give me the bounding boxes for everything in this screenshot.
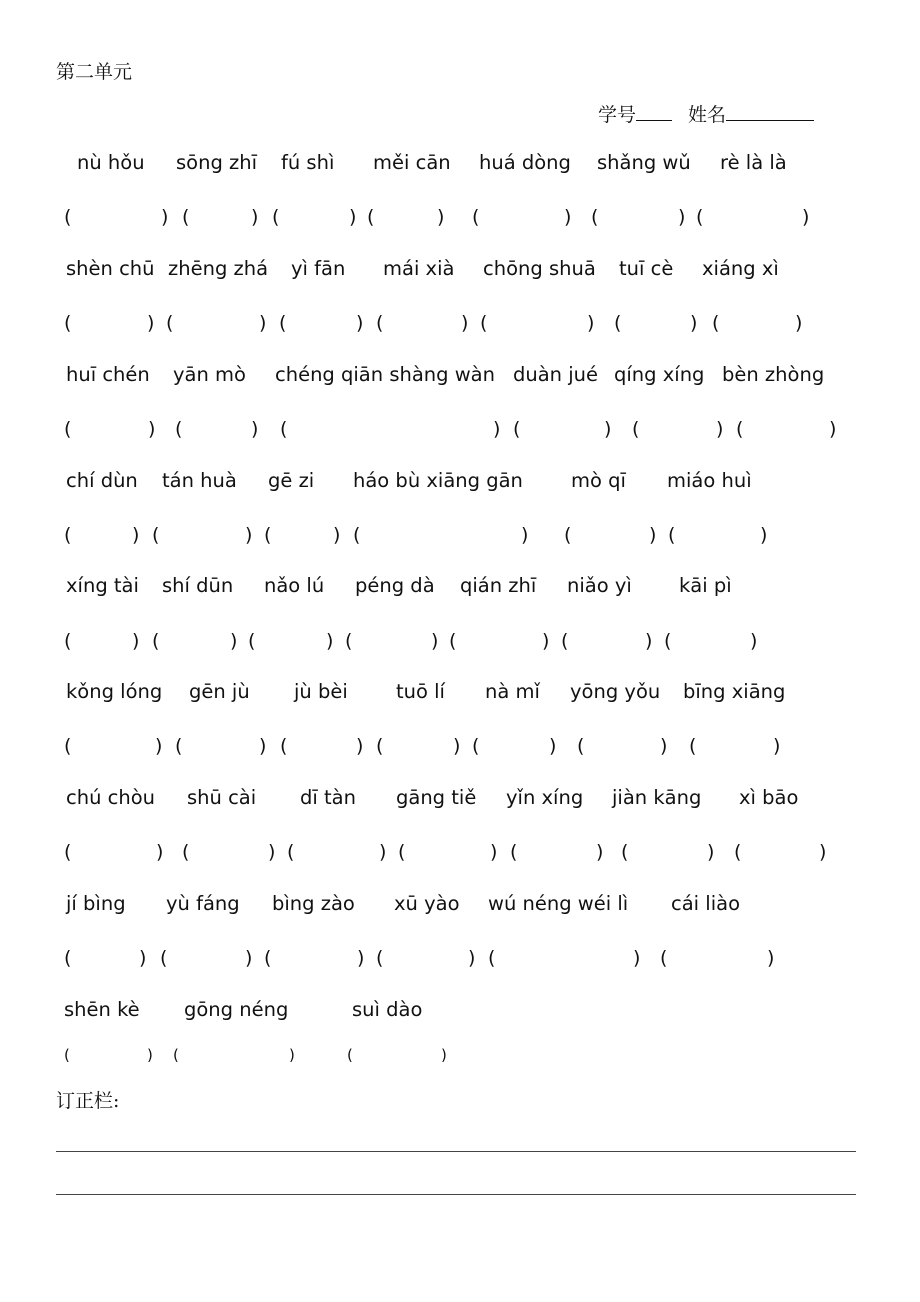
answer-close-paren: ) <box>156 841 164 863</box>
answer-close-paren: ) <box>230 630 238 652</box>
answer-close-paren: ) <box>245 947 253 969</box>
answer-close-paren: ) <box>161 206 169 228</box>
answer-close-paren: ) <box>587 312 595 334</box>
answer-open-paren[interactable]: ( <box>64 841 72 863</box>
answer-close-paren: ) <box>245 524 253 546</box>
answer-close-paren: ) <box>716 418 724 440</box>
pinyin-word: bèn zhòng <box>722 363 825 386</box>
correction-label: 订正栏: <box>56 1090 120 1112</box>
pinyin-row <box>0 254 920 284</box>
answer-open-paren[interactable]: ( <box>376 312 384 334</box>
answer-close-paren: ) <box>132 524 140 546</box>
answer-open-paren[interactable]: ( <box>347 1046 353 1064</box>
answer-close-paren: ) <box>139 947 147 969</box>
answer-open-paren[interactable]: ( <box>632 418 640 440</box>
answer-row <box>0 1040 920 1070</box>
pinyin-word: shèn chū <box>66 257 155 280</box>
answer-close-paren: ) <box>604 418 612 440</box>
answer-open-paren[interactable]: ( <box>696 206 704 228</box>
pinyin-word: miáo huì <box>667 469 752 492</box>
pinyin-row <box>0 148 920 178</box>
correction-line[interactable] <box>56 1151 856 1152</box>
answer-close-paren: ) <box>349 206 357 228</box>
answer-open-paren[interactable]: ( <box>734 841 742 863</box>
pinyin-word: tán huà <box>162 469 237 492</box>
answer-close-paren: ) <box>678 206 686 228</box>
answer-row <box>0 308 920 338</box>
answer-open-paren[interactable]: ( <box>64 630 72 652</box>
answer-close-paren: ) <box>259 735 267 757</box>
answer-row <box>0 202 920 232</box>
answer-open-paren[interactable]: ( <box>561 630 569 652</box>
pinyin-word: xì bāo <box>739 786 799 809</box>
pinyin-word: cái liào <box>671 892 741 915</box>
answer-open-paren[interactable]: ( <box>264 947 272 969</box>
answer-open-paren[interactable]: ( <box>64 947 72 969</box>
answer-close-paren: ) <box>773 735 781 757</box>
answer-open-paren[interactable]: ( <box>577 735 585 757</box>
answer-close-paren: ) <box>750 630 758 652</box>
pinyin-word: duàn jué <box>513 363 599 386</box>
answer-close-paren: ) <box>819 841 827 863</box>
pinyin-word: tuī cè <box>619 257 674 280</box>
answer-open-paren[interactable]: ( <box>160 947 168 969</box>
pinyin-word: nǎo lú <box>264 574 325 597</box>
answer-open-paren[interactable]: ( <box>280 418 288 440</box>
pinyin-word: gēn jù <box>189 680 250 703</box>
answer-row <box>0 943 920 973</box>
pinyin-word: mò qī <box>571 469 626 492</box>
answer-open-paren[interactable]: ( <box>472 735 480 757</box>
pinyin-word: gōng néng <box>184 998 289 1021</box>
pinyin-word: qíng xíng <box>614 363 705 386</box>
answer-close-paren: ) <box>453 735 461 757</box>
answer-open-paren[interactable]: ( <box>64 206 72 228</box>
pinyin-word: shí dūn <box>162 574 234 597</box>
pinyin-word: shū cài <box>187 786 257 809</box>
answer-open-paren[interactable]: ( <box>472 206 480 228</box>
answer-open-paren[interactable]: ( <box>353 524 361 546</box>
answer-open-paren[interactable]: ( <box>152 524 160 546</box>
pinyin-word: xíng tài <box>66 574 139 597</box>
pinyin-word: jí bìng <box>66 892 126 915</box>
pinyin-word: jiàn kāng <box>612 786 702 809</box>
answer-row <box>0 837 920 867</box>
pinyin-word: zhēng zhá <box>168 257 269 280</box>
answer-close-paren: ) <box>690 312 698 334</box>
answer-open-paren[interactable]: ( <box>591 206 599 228</box>
answer-close-paren: ) <box>333 524 341 546</box>
pinyin-word: tuō lí <box>396 680 445 703</box>
pinyin-word: rè là là <box>720 151 787 174</box>
student-id-label: 学号 <box>598 104 637 126</box>
answer-open-paren[interactable]: ( <box>64 312 72 334</box>
pinyin-word: wú néng wéi lì <box>488 892 629 915</box>
answer-close-paren: ) <box>649 524 657 546</box>
answer-open-paren[interactable]: ( <box>345 630 353 652</box>
answer-close-paren: ) <box>289 1046 295 1064</box>
answer-open-paren[interactable]: ( <box>152 630 160 652</box>
student-info <box>598 100 814 127</box>
name-blank[interactable] <box>726 100 814 121</box>
pinyin-word: měi cān <box>373 151 451 174</box>
answer-open-paren[interactable]: ( <box>376 947 384 969</box>
pinyin-row <box>0 995 920 1025</box>
pinyin-word: sōng zhī <box>176 151 258 174</box>
unit-title: 第二单元 <box>56 61 133 83</box>
answer-close-paren: ) <box>564 206 572 228</box>
answer-close-paren: ) <box>549 735 557 757</box>
pinyin-word: kǒng lóng <box>66 680 163 703</box>
pinyin-word: huī chén <box>66 363 150 386</box>
pinyin-row <box>0 677 920 707</box>
answer-close-paren: ) <box>437 206 445 228</box>
answer-close-paren: ) <box>660 735 668 757</box>
answer-open-paren[interactable]: ( <box>182 206 190 228</box>
pinyin-word: chí dùn <box>66 469 138 492</box>
pinyin-row <box>0 466 920 496</box>
answer-open-paren[interactable]: ( <box>280 735 288 757</box>
answer-close-paren: ) <box>147 312 155 334</box>
pinyin-word: fú shì <box>281 151 335 174</box>
pinyin-word: niǎo yì <box>567 574 632 597</box>
answer-close-paren: ) <box>268 841 276 863</box>
pinyin-word: yān mò <box>173 363 246 386</box>
answer-open-paren[interactable]: ( <box>64 524 72 546</box>
answer-open-paren[interactable]: ( <box>736 418 744 440</box>
answer-row <box>0 520 920 550</box>
answer-close-paren: ) <box>356 735 364 757</box>
answer-close-paren: ) <box>326 630 334 652</box>
pinyin-word: yì fān <box>291 257 346 280</box>
answer-open-paren[interactable]: ( <box>248 630 256 652</box>
pinyin-word: dī tàn <box>300 786 356 809</box>
answer-close-paren: ) <box>645 630 653 652</box>
answer-open-paren[interactable]: ( <box>668 524 676 546</box>
answer-open-paren[interactable]: ( <box>182 841 190 863</box>
answer-close-paren: ) <box>493 418 501 440</box>
answer-open-paren[interactable]: ( <box>64 418 72 440</box>
name-label: 姓名 <box>688 104 727 126</box>
answer-close-paren: ) <box>542 630 550 652</box>
pinyin-word: shǎng wǔ <box>597 151 691 174</box>
pinyin-word: gē zi <box>268 469 315 492</box>
pinyin-row <box>0 783 920 813</box>
answer-close-paren: ) <box>259 312 267 334</box>
answer-close-paren: ) <box>802 206 810 228</box>
answer-close-paren: ) <box>795 312 803 334</box>
answer-close-paren: ) <box>148 418 156 440</box>
answer-open-paren[interactable]: ( <box>264 524 272 546</box>
answer-close-paren: ) <box>707 841 715 863</box>
answer-open-paren[interactable]: ( <box>398 841 406 863</box>
answer-open-paren[interactable]: ( <box>712 312 720 334</box>
pinyin-word: nù hǒu <box>77 151 145 174</box>
answer-close-paren: ) <box>441 1046 447 1064</box>
pinyin-word: yù fáng <box>166 892 240 915</box>
pinyin-row <box>0 889 920 919</box>
answer-open-paren[interactable]: ( <box>621 841 629 863</box>
answer-close-paren: ) <box>132 630 140 652</box>
answer-close-paren: ) <box>357 947 365 969</box>
answer-open-paren[interactable]: ( <box>367 206 375 228</box>
answer-open-paren[interactable]: ( <box>175 735 183 757</box>
answer-open-paren[interactable]: ( <box>376 735 384 757</box>
pinyin-word: shēn kè <box>64 998 140 1021</box>
pinyin-word: yǐn xíng <box>506 786 584 809</box>
pinyin-word: péng dà <box>355 574 435 597</box>
pinyin-word: háo bù xiāng gān <box>353 469 523 492</box>
pinyin-word: chéng qiān shàng wàn <box>275 363 495 386</box>
answer-close-paren: ) <box>356 312 364 334</box>
answer-close-paren: ) <box>147 1046 153 1064</box>
answer-close-paren: ) <box>490 841 498 863</box>
answer-open-paren[interactable]: ( <box>614 312 622 334</box>
pinyin-word: qián zhī <box>460 574 537 597</box>
answer-open-paren[interactable]: ( <box>664 630 672 652</box>
pinyin-word: suì dào <box>352 998 423 1021</box>
answer-open-paren[interactable]: ( <box>660 947 668 969</box>
answer-close-paren: ) <box>829 418 837 440</box>
answer-open-paren[interactable]: ( <box>513 418 521 440</box>
answer-open-paren[interactable]: ( <box>279 312 287 334</box>
pinyin-word: gāng tiě <box>396 786 477 809</box>
pinyin-word: nà mǐ <box>485 680 540 703</box>
answer-close-paren: ) <box>596 841 604 863</box>
answer-row <box>0 414 920 444</box>
answer-close-paren: ) <box>468 947 476 969</box>
answer-close-paren: ) <box>461 312 469 334</box>
pinyin-word: bīng xiāng <box>683 680 786 703</box>
answer-open-paren[interactable]: ( <box>64 735 72 757</box>
answer-open-paren[interactable]: ( <box>166 312 174 334</box>
answer-open-paren[interactable]: ( <box>449 630 457 652</box>
answer-open-paren[interactable]: ( <box>64 1046 70 1064</box>
answer-close-paren: ) <box>521 524 529 546</box>
answer-open-paren[interactable]: ( <box>272 206 280 228</box>
answer-open-paren[interactable]: ( <box>287 841 295 863</box>
answer-close-paren: ) <box>251 206 259 228</box>
answer-close-paren: ) <box>379 841 387 863</box>
pinyin-word: chú chòu <box>66 786 156 809</box>
answer-open-paren[interactable]: ( <box>510 841 518 863</box>
answer-close-paren: ) <box>155 735 163 757</box>
answer-row <box>0 731 920 761</box>
pinyin-word: mái xià <box>383 257 455 280</box>
answer-close-paren: ) <box>431 630 439 652</box>
student-id-blank[interactable] <box>636 100 672 121</box>
pinyin-word: xiáng xì <box>702 257 779 280</box>
answer-open-paren[interactable]: ( <box>480 312 488 334</box>
pinyin-word: yōng yǒu <box>570 680 661 703</box>
answer-close-paren: ) <box>767 947 775 969</box>
answer-open-paren[interactable]: ( <box>488 947 496 969</box>
pinyin-word: bìng zào <box>272 892 355 915</box>
pinyin-row <box>0 360 920 390</box>
pinyin-word: huá dòng <box>479 151 571 174</box>
answer-open-paren[interactable]: ( <box>175 418 183 440</box>
pinyin-word: xū yào <box>394 892 460 915</box>
pinyin-word: kāi pì <box>679 574 732 597</box>
correction-line[interactable] <box>56 1194 856 1195</box>
pinyin-word: chōng shuā <box>483 257 596 280</box>
answer-close-paren: ) <box>760 524 768 546</box>
answer-close-paren: ) <box>251 418 259 440</box>
answer-close-paren: ) <box>633 947 641 969</box>
pinyin-row <box>0 571 920 601</box>
answer-open-paren[interactable]: ( <box>689 735 697 757</box>
pinyin-word: jù bèi <box>294 680 348 703</box>
answer-open-paren[interactable]: ( <box>173 1046 179 1064</box>
answer-open-paren[interactable]: ( <box>564 524 572 546</box>
answer-row <box>0 626 920 656</box>
